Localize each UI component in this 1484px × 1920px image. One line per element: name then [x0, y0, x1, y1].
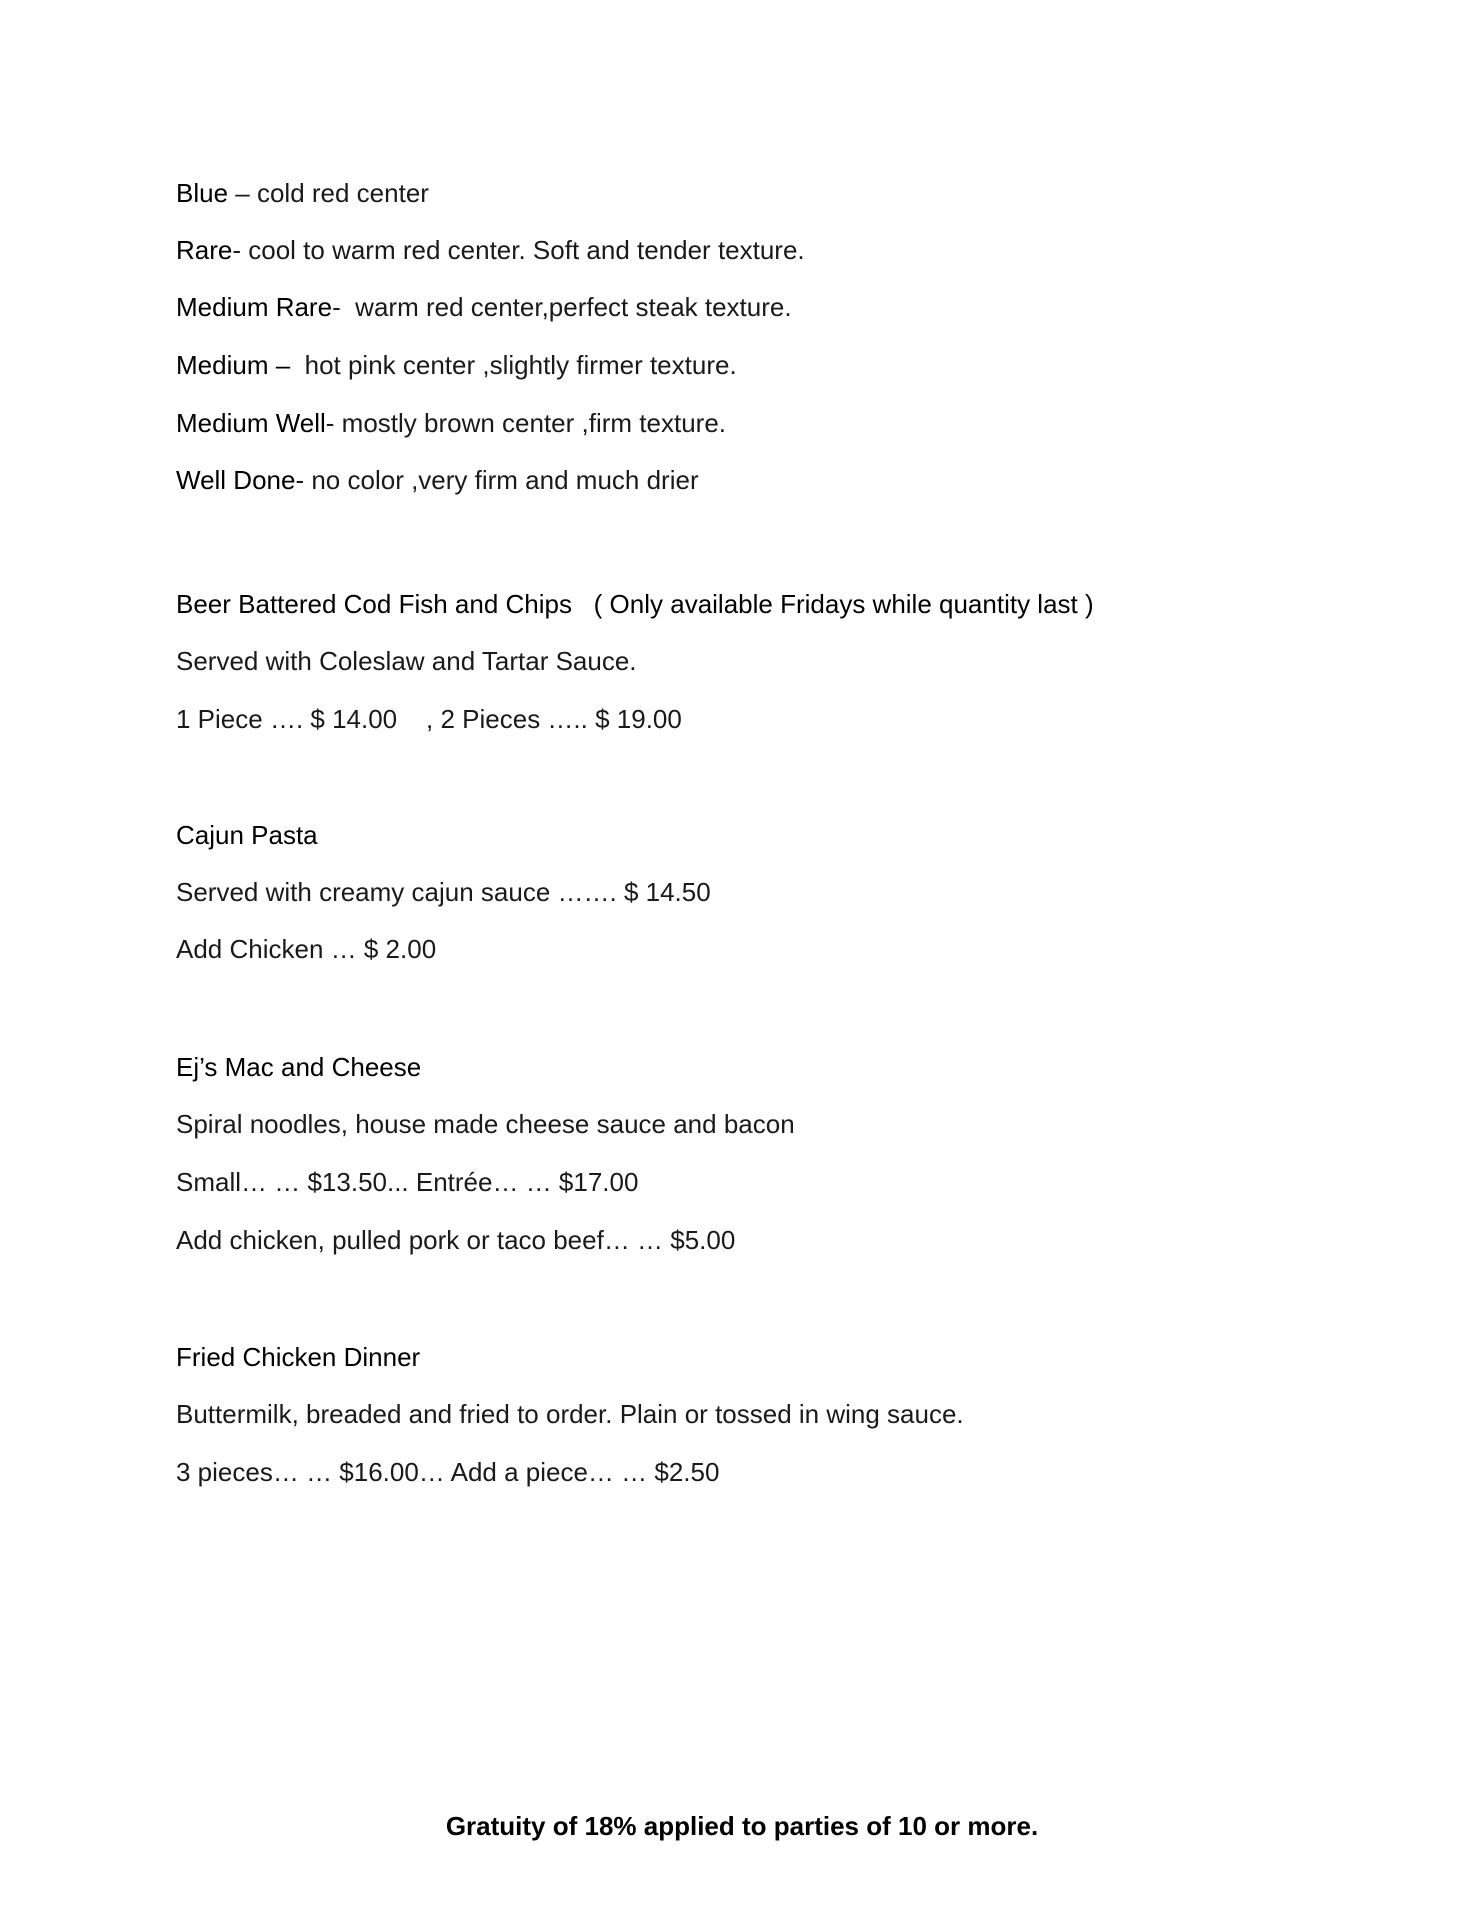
doneness-medium: [176, 348, 737, 382]
doneness-desc: - cool to warm red center. Soft and tender texture.: [232, 235, 805, 265]
doneness-term: Rare: [176, 235, 233, 265]
mac-desc: Spiral noodles, house made cheese sauce and bacon: [176, 1109, 795, 1139]
cajun-title: Cajun Pasta: [176, 820, 318, 850]
doneness-medium-well: [176, 406, 726, 440]
doneness-well-done: [176, 463, 699, 497]
doneness-term: Blue: [176, 178, 229, 208]
doneness-term: Medium –: [176, 350, 291, 380]
gratuity-note: Gratuity of 18% applied to parties of 10 or more.: [445, 1811, 1039, 1841]
cajun-desc: Served with creamy cajun sauce ……. $ 14.50: [176, 877, 711, 907]
mac-addon: Add chicken, pulled pork or taco beef… … $5.00: [176, 1225, 736, 1255]
doneness-desc: - warm red center,perfect steak texture.: [332, 292, 792, 322]
doneness-blue: [176, 176, 429, 210]
doneness-desc: – cold red center: [228, 178, 429, 208]
mac-title: Ej’s Mac and Cheese: [176, 1052, 422, 1082]
fish-desc: Served with Coleslaw and Tartar Sauce.: [176, 646, 637, 676]
chicken-title: Fried Chicken Dinner: [176, 1342, 421, 1372]
cajun-addon: Add Chicken … $ 2.00: [176, 934, 437, 964]
doneness-term: Medium Rare: [176, 292, 333, 322]
chicken-price: 3 pieces… … $16.00… Add a piece… … $2.50: [176, 1457, 720, 1487]
chicken-desc: Buttermilk, breaded and fried to order. Plain or tossed in wing sauce.: [176, 1399, 964, 1429]
mac-price: Small… … $13.50... Entrée… … $17.00: [176, 1167, 639, 1197]
doneness-desc: - mostly brown center ,firm texture.: [325, 408, 727, 438]
doneness-desc: hot pink center ,slightly firmer texture.: [290, 350, 737, 380]
fish-price: 1 Piece …. $ 14.00 , 2 Pieces ….. $ 19.00: [176, 704, 682, 734]
doneness-term: Medium Well: [176, 408, 326, 438]
doneness-rare: [176, 233, 805, 267]
doneness-term: Well Done: [176, 465, 296, 495]
fish-title: Beer Battered Cod Fish and Chips ( Only available Fridays while quantity last ): [176, 589, 1094, 619]
doneness-desc: - no color ,very firm and much drier: [295, 465, 699, 495]
doneness-medium-rare: [176, 290, 792, 324]
